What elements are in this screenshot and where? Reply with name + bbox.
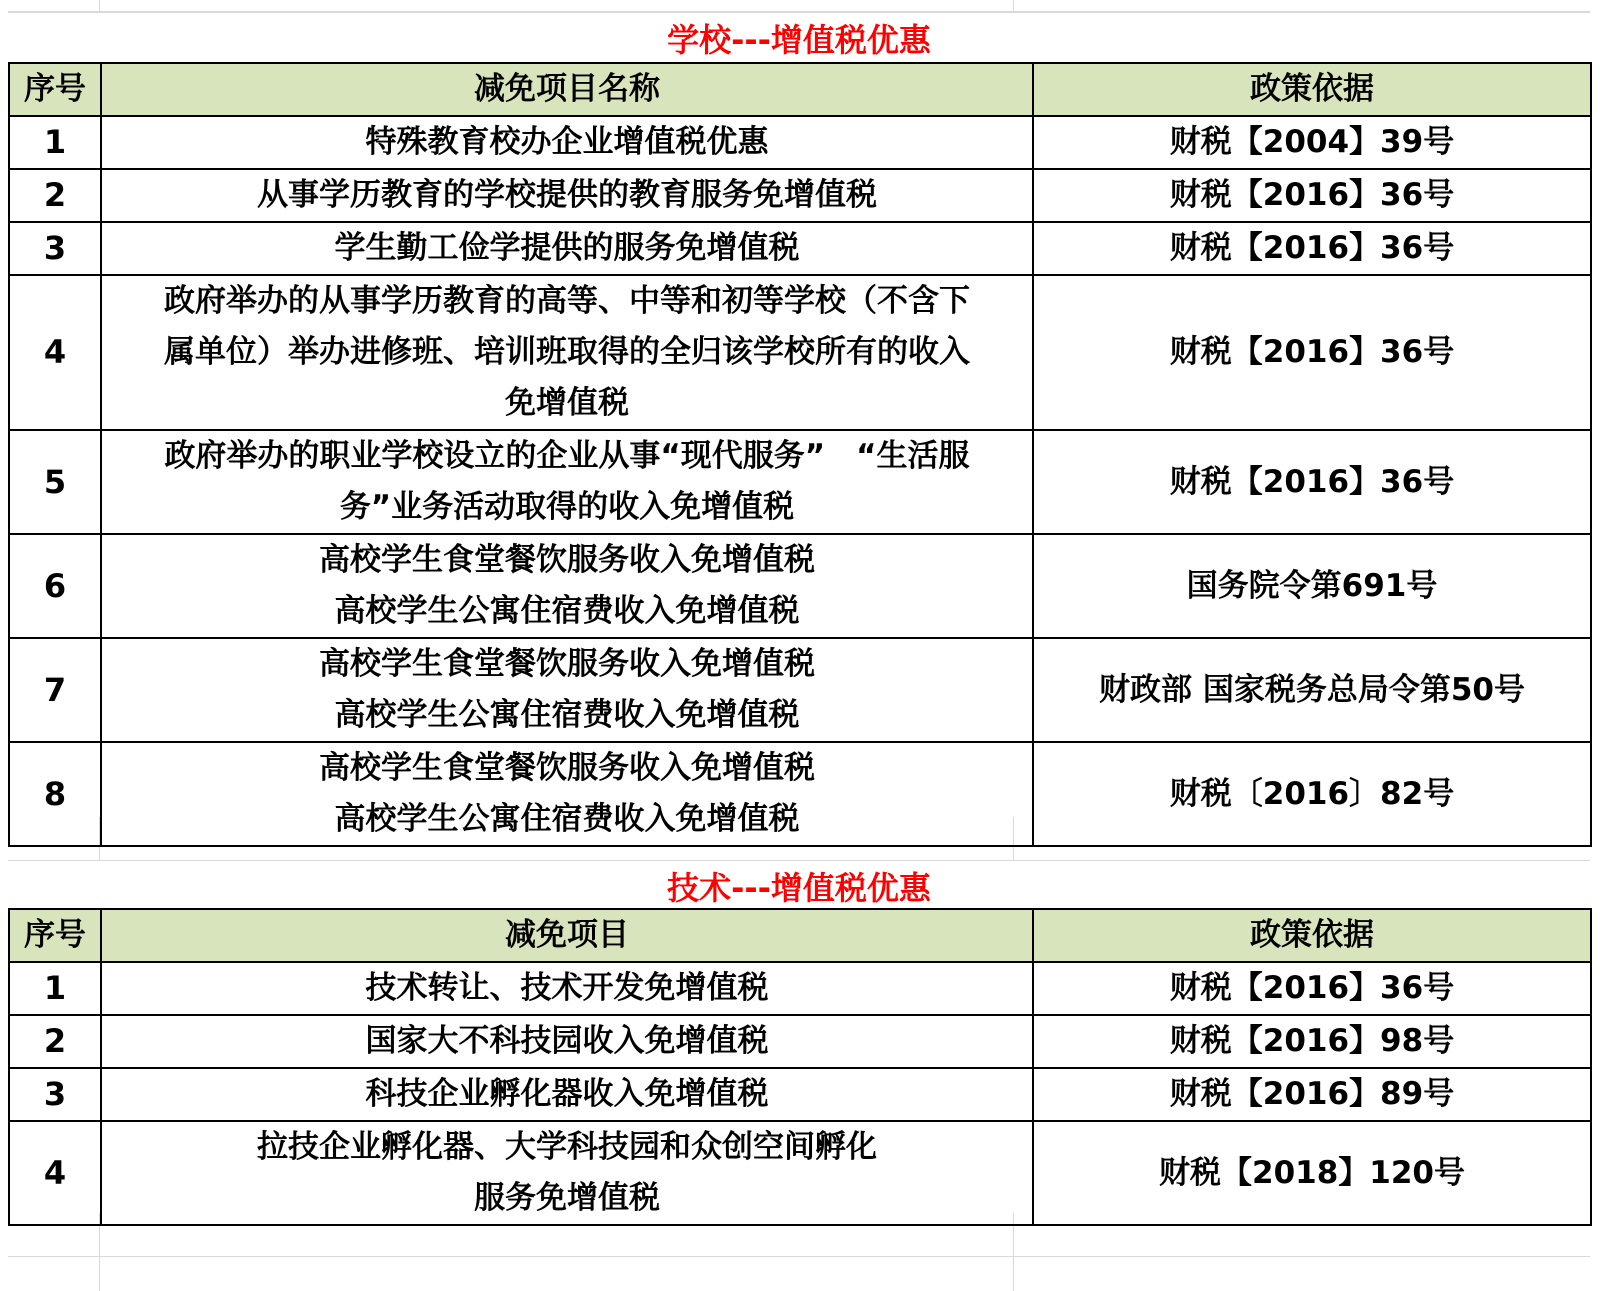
- item-name-cell[interactable]: [101, 534, 1033, 638]
- tech-table-body: [9, 962, 1591, 1225]
- policy-basis-cell[interactable]: 财税【2016】36号: [1033, 962, 1591, 1015]
- policy-basis-cell[interactable]: 财税〔2016〕82号: [1033, 742, 1591, 846]
- item-name-cell[interactable]: [101, 222, 1033, 275]
- item-name-cell[interactable]: [101, 742, 1033, 846]
- item-name-cell[interactable]: [101, 638, 1033, 742]
- item-name-cell[interactable]: [101, 1015, 1033, 1068]
- row-number-cell[interactable]: 6: [9, 534, 101, 638]
- item-name-cell[interactable]: [101, 1068, 1033, 1121]
- school-vat-table: [8, 62, 1592, 847]
- item-name-line: 技术转让、技术开发免增值税: [365, 970, 769, 1006]
- row-number-cell[interactable]: 2: [9, 1015, 101, 1068]
- item-name-line: 高校学生公寓住宿费收入免增值税: [334, 593, 800, 629]
- tech-section-title[interactable]: 技术---增值税优惠: [8, 860, 1590, 911]
- policy-basis-cell[interactable]: 财税【2004】39号: [1033, 116, 1591, 169]
- school-table-body: [9, 116, 1591, 846]
- item-name-line: 拉技企业孵化器、大学科技园和众创空间孵化: [257, 1129, 877, 1165]
- item-name-line: 科技企业孵化器收入免增值税: [365, 1076, 769, 1112]
- row-number-cell[interactable]: 4: [9, 275, 101, 430]
- header-name[interactable]: 减免项目名称: [101, 63, 1033, 116]
- empty-row[interactable]: [8, 1257, 1590, 1291]
- policy-basis-cell[interactable]: 财税【2016】89号: [1033, 1068, 1591, 1121]
- table-row: [9, 1068, 1591, 1121]
- row-number-cell[interactable]: 1: [9, 116, 101, 169]
- row-number-cell[interactable]: 7: [9, 638, 101, 742]
- school-section-title[interactable]: 学校---增值税优惠: [8, 12, 1590, 63]
- item-name-line: 高校学生公寓住宿费收入免增值税: [334, 697, 800, 733]
- row-number-cell[interactable]: 3: [9, 222, 101, 275]
- item-name-line: 高校学生食堂餐饮服务收入免增值税: [319, 542, 815, 578]
- item-name-line: 特殊教育校办企业增值税优惠: [365, 124, 769, 160]
- item-name-line: 学生勤工俭学提供的服务免增值税: [334, 230, 800, 266]
- item-name-line: 政府举办的职业学校设立的企业从事“现代服务” “生活服: [164, 438, 970, 474]
- item-name-cell[interactable]: [101, 275, 1033, 430]
- policy-basis-cell[interactable]: 财政部 国家税务总局令第50号: [1033, 638, 1591, 742]
- item-name-cell[interactable]: [101, 430, 1033, 534]
- item-name-cell[interactable]: [101, 962, 1033, 1015]
- table-row: [9, 1015, 1591, 1068]
- table-row: [9, 962, 1591, 1015]
- row-number-cell[interactable]: 2: [9, 169, 101, 222]
- table-row: [9, 1121, 1591, 1225]
- tech-vat-table: [8, 908, 1592, 1226]
- header-basis[interactable]: 政策依据: [1033, 909, 1591, 962]
- row-number-cell[interactable]: 3: [9, 1068, 101, 1121]
- item-name-line: 务”业务活动取得的收入免增值税: [339, 489, 795, 525]
- policy-basis-cell[interactable]: 国务院令第691号: [1033, 534, 1591, 638]
- policy-basis-cell[interactable]: 财税【2016】36号: [1033, 222, 1591, 275]
- item-name-line: 高校学生食堂餐饮服务收入免增值税: [319, 750, 815, 786]
- item-name-line: 服务免增值税: [474, 1180, 660, 1216]
- table-row: [9, 430, 1591, 534]
- row-number-cell[interactable]: 4: [9, 1121, 101, 1225]
- empty-row[interactable]: [8, 0, 1590, 12]
- item-name-line: 高校学生食堂餐饮服务收入免增值税: [319, 646, 815, 682]
- header-basis[interactable]: 政策依据: [1033, 63, 1591, 116]
- item-name-line: 高校学生公寓住宿费收入免增值税: [334, 801, 800, 837]
- item-name-line: 从事学历教育的学校提供的教育服务免增值税: [257, 177, 877, 213]
- policy-basis-cell[interactable]: 财税【2018】120号: [1033, 1121, 1591, 1225]
- table-row: [9, 534, 1591, 638]
- header-num[interactable]: 序号: [9, 63, 101, 116]
- item-name-cell[interactable]: [101, 116, 1033, 169]
- table-row: [9, 116, 1591, 169]
- header-num[interactable]: 序号: [9, 909, 101, 962]
- policy-basis-cell[interactable]: 财税【2016】36号: [1033, 169, 1591, 222]
- table-header-row: [9, 63, 1591, 116]
- table-row: [9, 222, 1591, 275]
- row-number-cell[interactable]: 1: [9, 962, 101, 1015]
- policy-basis-cell[interactable]: 财税【2016】36号: [1033, 430, 1591, 534]
- policy-basis-cell[interactable]: 财税【2016】36号: [1033, 275, 1591, 430]
- table-header-row: [9, 909, 1591, 962]
- table-row: [9, 742, 1591, 846]
- table-row: [9, 169, 1591, 222]
- item-name-line: 政府举办的从事学历教育的高等、中等和初等学校（不含下: [164, 283, 970, 319]
- item-name-cell[interactable]: [101, 1121, 1033, 1225]
- table-row: [9, 638, 1591, 742]
- row-number-cell[interactable]: 5: [9, 430, 101, 534]
- policy-basis-cell[interactable]: 财税【2016】98号: [1033, 1015, 1591, 1068]
- row-number-cell[interactable]: 8: [9, 742, 101, 846]
- item-name-line: 国家大不科技园收入免增值税: [365, 1023, 769, 1059]
- item-name-line: 免增值税: [505, 385, 629, 421]
- item-name-cell[interactable]: [101, 169, 1033, 222]
- header-name[interactable]: 减免项目: [101, 909, 1033, 962]
- item-name-line: 属单位）举办进修班、培训班取得的全归该学校所有的收入: [164, 334, 970, 370]
- table-row: [9, 275, 1591, 430]
